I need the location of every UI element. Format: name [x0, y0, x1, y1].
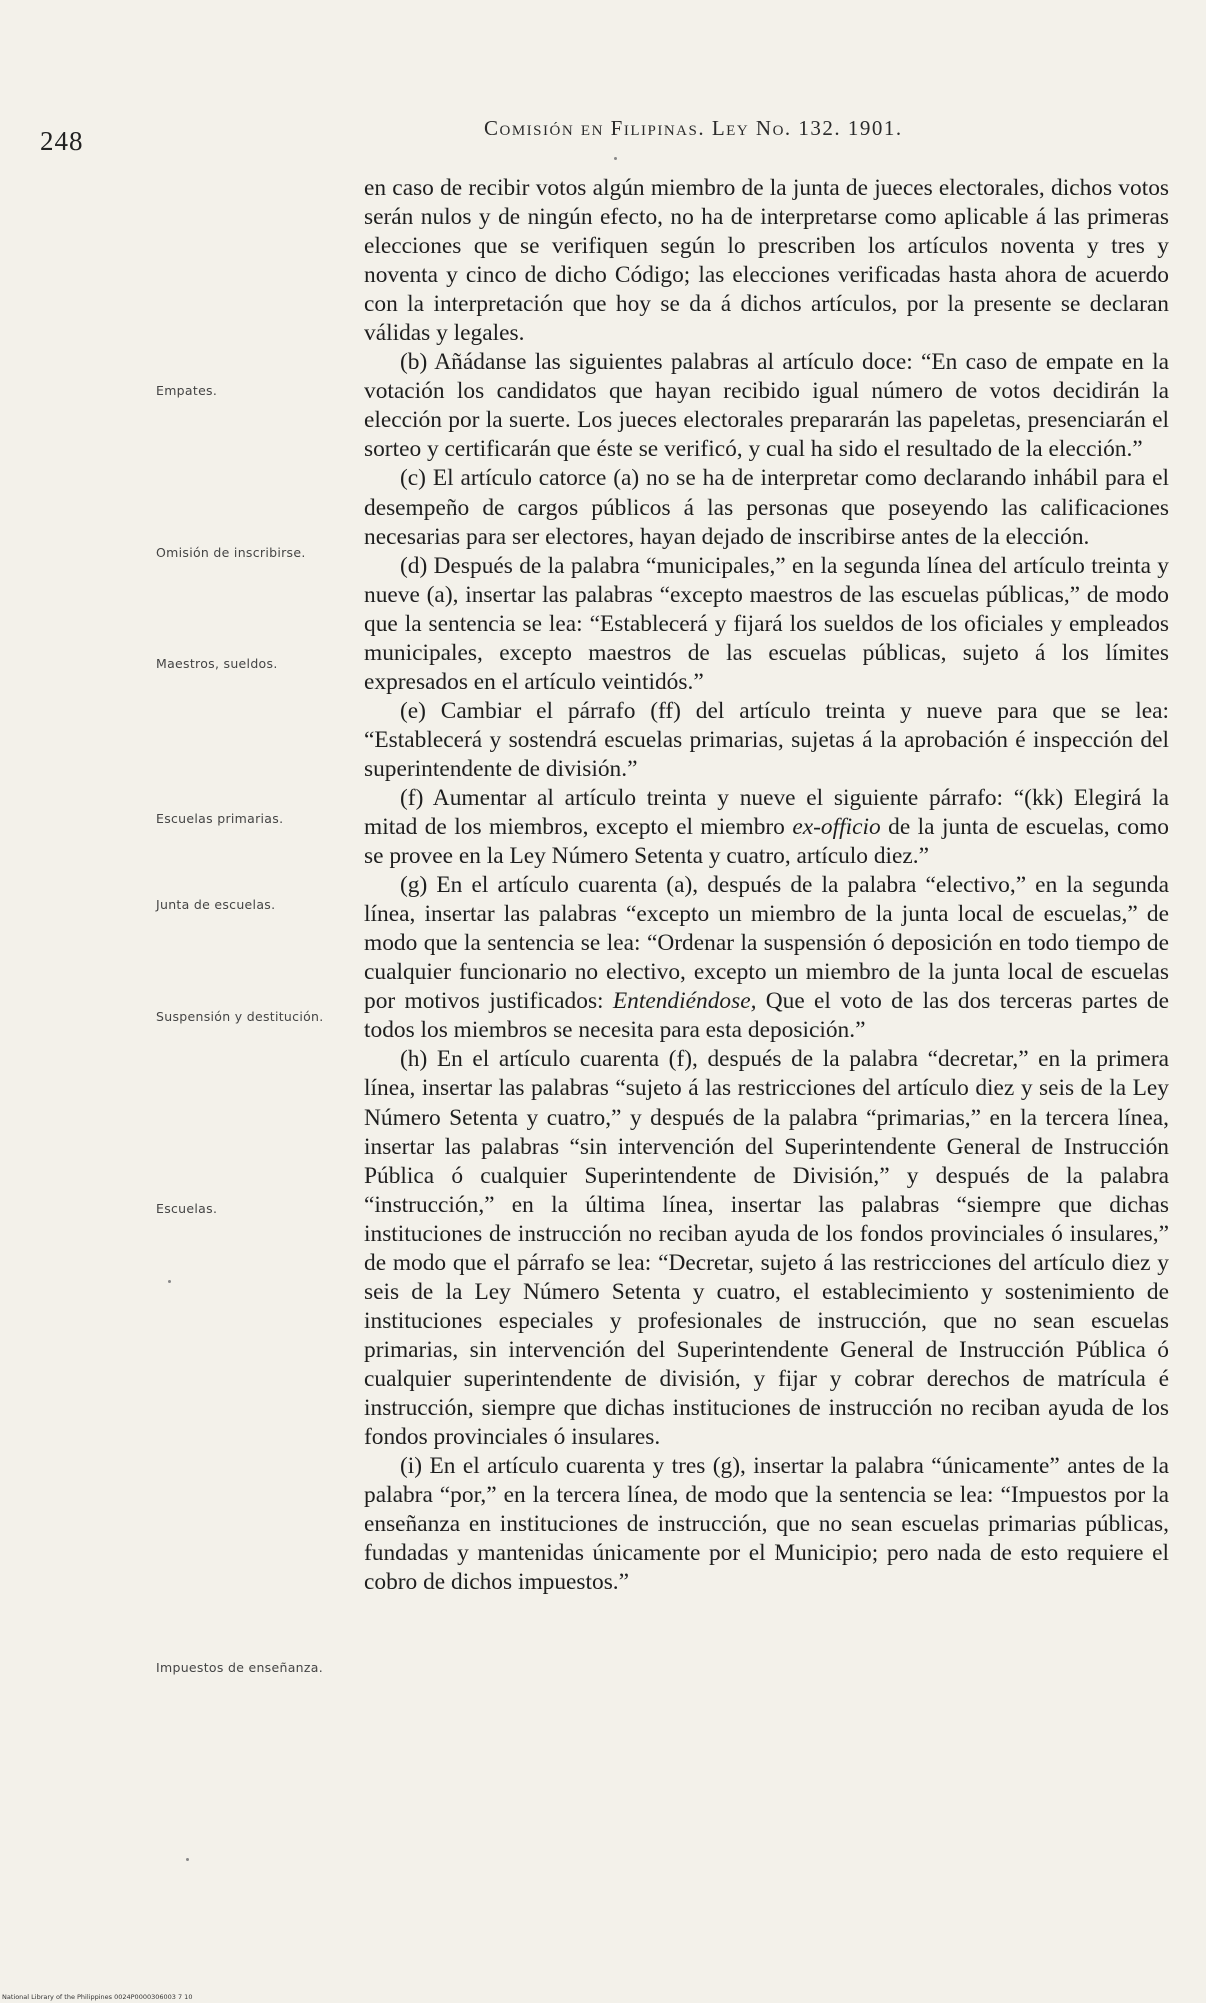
page-number: 248	[40, 126, 84, 156]
paragraph-g-text-2: Que el voto de las dos terceras partes de todos los miembros se necesita para esta deposición.”	[364, 988, 1169, 1044]
paragraph-continuation: en caso de recibir votos algún miembro de la junta de jueces electorales, dichos votos serán nulos y de ningún efecto, no ha de interpretarse como aplicable á las primeras elecciones que se verifiquen según lo prescriben los artículos noventa y tres y noventa y cinco de dicho Código; las elecciones verificadas hasta ahora de acuerdo con la interpretación que hoy se da á dichos artículos, por la presente se declaran válidas y legales.	[364, 175, 1169, 347]
print-speck	[614, 157, 617, 160]
paragraph-h: (h) En el artículo cuarenta (f), después de la palabra “decretar,” en la primera línea, insertar las palabras “sujeto á las restricciones del artículo diez y seis de la Ley Número Setenta y cuatro,” y después de la palabra “primarias,” en la tercera línea, insertar las palabras “sin intervención del Superintendente General de Instrucción Pública ó cualquier Superintendente de División,” y después de la palabra “instrucción,” en la última línea, insertar las palabras “siempre que dichas instituciones de instrucción no reciban ayuda de los fondos provinciales ó insulares,” de modo que el párrafo se lea: “Decretar, sujeto á las restricciones del artículo diez y seis de la Ley Número Setenta y cuatro, el establecimiento y sostenimiento de instituciones especiales y profesionales de instrucción, que no sean escuelas primarias, sin intervención del Superintendente General de Instrucción Pública ó cualquier superintendente de división, y fijar y cobrar derechos de matrícula é instrucción, siempre que dichas instituciones de instrucción no reciban ayuda de los fondos provinciales ó insulares.	[364, 1046, 1169, 1451]
paragraph-g	[364, 871, 1169, 1045]
paragraph-g-text-1: (g) En el artículo cuarenta (a), después de la palabra “electivo,” en la segunda línea, insertar las palabras “excepto un miembro de la junta local de escuelas,” de modo que la sentencia se lea: “Ordenar la suspensión ó deposición en todo tiempo de cualquier funcionario no electivo, excepto un miembro de la junta local de escuelas por motivos justificados:	[364, 872, 1169, 1015]
margin-note-omision: Omisión de inscribirse.	[156, 545, 306, 560]
paragraph-f-text-2: de la junta de escuelas, como se provee en la Ley Número Setenta y cuatro, artículo diez.”	[364, 814, 1169, 870]
margin-note-escuelas-primarias: Escuelas primarias.	[156, 811, 284, 826]
running-header: Comisión en Filipinas. Ley No. 132. 1901.	[484, 116, 903, 140]
paragraph-g-italic: Entendiéndose,	[612, 988, 757, 1015]
print-speck	[168, 1280, 171, 1283]
paragraph-f	[364, 784, 1169, 871]
scan-footer: National Library of the Philippines 0024P0000306003 7 10	[2, 1993, 193, 2001]
paragraph-c: (c) El artículo catorce (a) no se ha de interpretar como declarando inhábil para el desempeño de cargos públicos á las personas que poseyendo las calificaciones necesarias para ser electores, hayan dejado de inscribirse antes de la elección.	[364, 465, 1169, 550]
margin-note-escuelas: Escuelas.	[156, 1201, 218, 1216]
paragraph-i: (i) En el artículo cuarenta y tres (g), insertar la palabra “únicamente” antes de la palabra “por,” en la tercera línea, de modo que la sentencia se lea: “Impuestos por la enseñanza en instituciones de instrucción, que no sean escuelas primarias públicas, fundadas y mantenidas únicamente por el Municipio; pero nada de esto requiere el cobro de dichos impuestos.”	[364, 1453, 1169, 1596]
paragraph-b: (b) Añádanse las siguientes palabras al artículo doce: “En caso de empate en la votación los candidatos que hayan recibido igual número de votos decidirán la elección por la suerte. Los jueces electorales prepararán las papeletas, presenciarán el sorteo y certificarán que éste se verificó, y cual ha sido el resultado de la elección.”	[364, 349, 1169, 463]
margin-note-junta-escuelas: Junta de escuelas.	[156, 897, 276, 912]
margin-note-suspension: Suspensión y destitución.	[156, 1009, 324, 1024]
body-text	[364, 174, 1169, 1597]
paragraph-f-italic: ex-officio	[792, 814, 881, 841]
margin-note-impuestos: Impuestos de enseñanza.	[156, 1660, 323, 1675]
paragraph-e: (e) Cambiar el párrafo (ff) del artículo treinta y nueve para que se lea: “Establecerá y sostendrá escuelas primarias, sujetas á la aprobación é inspección del superintendente de división.”	[364, 697, 1169, 782]
print-speck	[186, 1858, 189, 1861]
margin-note-empates: Empates.	[156, 383, 218, 398]
paragraph-d: (d) Después de la palabra “municipales,” en la segunda línea del artículo treinta y nueve (a), insertar las palabras “excepto maestros de las escuelas públicas,” de modo que la sentencia se lea: “Establecerá y fijará los sueldos de los oficiales y empleados municipales, excepto maestros de las escuelas públicas, sujeto á los límites expresados en el artículo veintidós.”	[364, 552, 1169, 695]
margin-note-maestros: Maestros, sueldos.	[156, 656, 278, 671]
paragraph-f-text-1: (f) Aumentar al artículo treinta y nueve el siguiente párrafo: “(kk) Elegirá la mitad de los miembros, excepto el miembro	[364, 784, 1169, 841]
